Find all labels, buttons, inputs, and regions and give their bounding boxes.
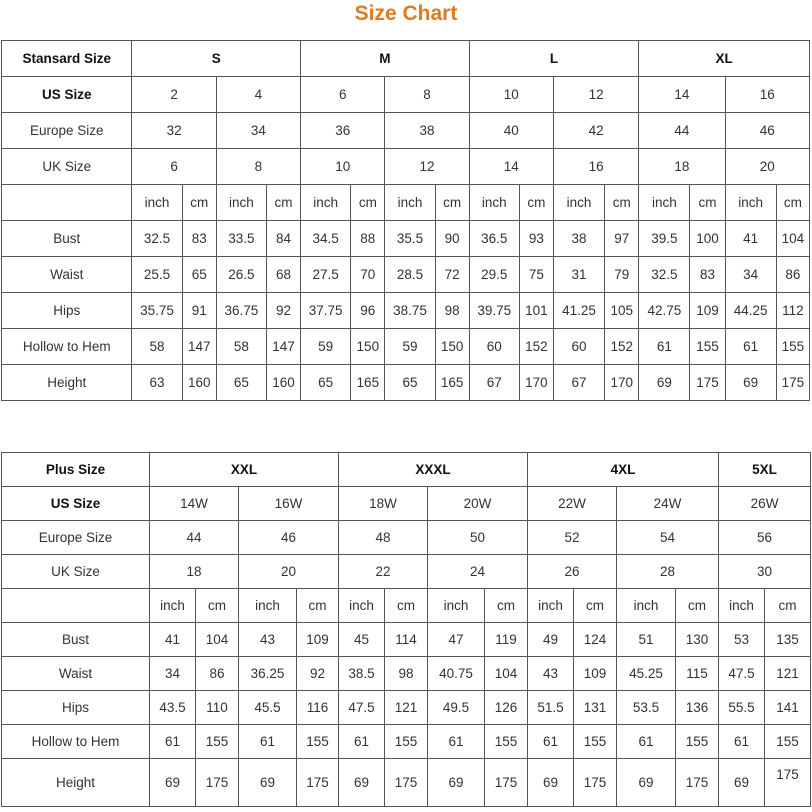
cm-value: 147 [266, 329, 300, 365]
row-label: UK Size [2, 555, 150, 589]
size-cell: 32 [132, 113, 216, 149]
cm-value: 68 [266, 257, 300, 293]
europe-size-row [2, 521, 811, 555]
size-cell: 42 [553, 113, 638, 149]
unit-inch: inch [385, 185, 435, 221]
row-label [2, 589, 150, 623]
cm-value: 90 [435, 221, 469, 257]
unit-inch: inch [150, 589, 196, 623]
inch-value: 47.5 [719, 657, 765, 691]
inch-value: 49.5 [428, 691, 485, 725]
cm-value: 131 [574, 691, 617, 725]
cm-value: 152 [605, 329, 639, 365]
row-label: Europe Size [2, 521, 150, 555]
inch-value: 38.5 [339, 657, 385, 691]
unit-inch: inch [639, 185, 690, 221]
inch-value: 43 [239, 623, 297, 657]
inch-value: 69 [617, 759, 676, 807]
uk-size-row [2, 555, 811, 589]
size-cell: 46 [239, 521, 339, 555]
size-name: S [132, 41, 301, 77]
inch-value: 25.5 [132, 257, 182, 293]
size-cell: 36 [301, 113, 385, 149]
cm-value: 93 [519, 221, 553, 257]
size-cell: 44 [639, 113, 725, 149]
unit-row [2, 185, 810, 221]
cm-value: 150 [351, 329, 385, 365]
cm-value: 175 [196, 759, 239, 807]
unit-inch: inch [725, 185, 776, 221]
row-label [2, 185, 132, 221]
plus-size-table [1, 452, 811, 807]
cm-value: 92 [266, 293, 300, 329]
cm-value: 175 [676, 759, 719, 807]
inch-value: 42.75 [639, 293, 690, 329]
standard-size-table [1, 40, 810, 401]
row-label: US Size [2, 487, 150, 521]
row-label: Waist [2, 257, 132, 293]
row-label: Hollow to Hem [2, 329, 132, 365]
inch-value: 58 [132, 329, 182, 365]
inch-value: 47 [428, 623, 485, 657]
row-label: Stansard Size [2, 41, 132, 77]
size-cell: 40 [469, 113, 553, 149]
cm-value: 116 [297, 691, 339, 725]
inch-value: 43.5 [150, 691, 196, 725]
inch-value: 45 [339, 623, 385, 657]
unit-inch: inch [528, 589, 574, 623]
unit-cm: cm [196, 589, 239, 623]
cm-value: 96 [351, 293, 385, 329]
inch-value: 69 [719, 759, 765, 807]
cm-value: 86 [776, 257, 809, 293]
inch-value: 61 [719, 725, 765, 759]
page-title: Size Chart [354, 2, 458, 25]
size-cell: 18 [150, 555, 239, 589]
cm-value: 152 [519, 329, 553, 365]
size-cell: 8 [216, 149, 300, 185]
size-cell: 18W [339, 487, 428, 521]
cm-value: 155 [574, 725, 617, 759]
cm-value: 104 [196, 623, 239, 657]
row-label: UK Size [2, 149, 132, 185]
plus-measurements [2, 623, 811, 807]
unit-inch: inch [553, 185, 604, 221]
measurement-row [2, 725, 811, 759]
size-name: XXXL [339, 453, 528, 487]
cm-value: 165 [351, 365, 385, 401]
size-header-row [2, 453, 811, 487]
size-cell: 38 [385, 113, 469, 149]
inch-value: 67 [553, 365, 604, 401]
cm-value: 91 [182, 293, 216, 329]
unit-inch: inch [216, 185, 266, 221]
size-cell: 30 [719, 555, 811, 589]
cm-value: 121 [385, 691, 428, 725]
cm-value: 170 [605, 365, 639, 401]
cm-value: 175 [574, 759, 617, 807]
cm-value: 170 [519, 365, 553, 401]
row-label: Waist [2, 657, 150, 691]
unit-cm: cm [485, 589, 528, 623]
size-cell: 22 [339, 555, 428, 589]
unit-cm: cm [690, 185, 725, 221]
cm-value: 70 [351, 257, 385, 293]
cm-value: 83 [690, 257, 725, 293]
measurement-row [2, 293, 810, 329]
row-label: Hips [2, 691, 150, 725]
cm-value: 175 [297, 759, 339, 807]
size-cell: 20 [725, 149, 809, 185]
unit-cm: cm [297, 589, 339, 623]
inch-value: 38.75 [385, 293, 435, 329]
inch-value: 41 [150, 623, 196, 657]
size-cell: 14 [469, 149, 553, 185]
cm-value: 98 [385, 657, 428, 691]
inch-value: 36.5 [469, 221, 519, 257]
size-name: XXL [150, 453, 339, 487]
inch-value: 51 [617, 623, 676, 657]
size-cell: 28 [617, 555, 719, 589]
unit-cm: cm [435, 185, 469, 221]
measurement-row [2, 329, 810, 365]
cm-value: 88 [351, 221, 385, 257]
row-label: US Size [2, 77, 132, 113]
inch-value: 29.5 [469, 257, 519, 293]
size-cell: 24 [428, 555, 528, 589]
inch-value: 32.5 [639, 257, 690, 293]
inch-value: 67 [469, 365, 519, 401]
row-label: Hips [2, 293, 132, 329]
inch-value: 69 [428, 759, 485, 807]
size-cell: 48 [339, 521, 428, 555]
size-cell: 12 [385, 149, 469, 185]
inch-value: 34 [150, 657, 196, 691]
cm-value: 83 [182, 221, 216, 257]
inch-value: 61 [428, 725, 485, 759]
cm-value: 155 [765, 725, 811, 759]
cm-value: 150 [435, 329, 469, 365]
inch-value: 41.25 [553, 293, 604, 329]
cm-value: 175 [385, 759, 428, 807]
cm-value: 114 [385, 623, 428, 657]
inch-value: 34 [725, 257, 776, 293]
size-cell: 18 [639, 149, 725, 185]
inch-value: 61 [725, 329, 776, 365]
cm-value: 104 [776, 221, 809, 257]
size-cell: 2 [132, 77, 216, 113]
inch-value: 33.5 [216, 221, 266, 257]
cm-value: 98 [435, 293, 469, 329]
size-cell: 44 [150, 521, 239, 555]
unit-inch: inch [132, 185, 182, 221]
cm-value: 130 [676, 623, 719, 657]
inch-value: 63 [132, 365, 182, 401]
inch-value: 39.5 [639, 221, 690, 257]
unit-cm: cm [182, 185, 216, 221]
inch-value: 32.5 [132, 221, 182, 257]
size-cell: 34 [216, 113, 300, 149]
europe-size-row [2, 113, 810, 149]
cm-value: 175 [765, 759, 811, 807]
size-cell: 26W [719, 487, 811, 521]
unit-inch: inch [617, 589, 676, 623]
inch-value: 69 [639, 365, 690, 401]
size-cell: 24W [617, 487, 719, 521]
row-label: Hollow to Hem [2, 725, 150, 759]
inch-value: 61 [339, 725, 385, 759]
cm-value: 147 [182, 329, 216, 365]
measurement-row [2, 657, 811, 691]
cm-value: 121 [765, 657, 811, 691]
inch-value: 40.75 [428, 657, 485, 691]
us-size-row [2, 487, 811, 521]
inch-value: 35.5 [385, 221, 435, 257]
cm-value: 115 [676, 657, 719, 691]
unit-inch: inch [239, 589, 297, 623]
size-cell: 52 [528, 521, 617, 555]
inch-value: 45.5 [239, 691, 297, 725]
unit-cm: cm [676, 589, 719, 623]
cm-value: 175 [485, 759, 528, 807]
cm-value: 110 [196, 691, 239, 725]
unit-inch: inch [719, 589, 765, 623]
size-cell: 20 [239, 555, 339, 589]
inch-value: 53 [719, 623, 765, 657]
measurement-row [2, 623, 811, 657]
us-size-row [2, 77, 810, 113]
cm-value: 109 [574, 657, 617, 691]
size-cell: 16 [725, 77, 809, 113]
row-label: Height [2, 365, 132, 401]
size-cell: 22W [528, 487, 617, 521]
size-cell: 14 [639, 77, 725, 113]
inch-value: 53.5 [617, 691, 676, 725]
inch-value: 38 [553, 221, 604, 257]
inch-value: 45.25 [617, 657, 676, 691]
cm-value: 155 [690, 329, 725, 365]
inch-value: 34.5 [301, 221, 351, 257]
cm-value: 136 [676, 691, 719, 725]
cm-value: 79 [605, 257, 639, 293]
cm-value: 104 [485, 657, 528, 691]
cm-value: 100 [690, 221, 725, 257]
inch-value: 69 [725, 365, 776, 401]
inch-value: 36.25 [239, 657, 297, 691]
unit-cm: cm [266, 185, 300, 221]
cm-value: 112 [776, 293, 809, 329]
size-name: 4XL [528, 453, 719, 487]
inch-value: 69 [528, 759, 574, 807]
row-label: Europe Size [2, 113, 132, 149]
measurement-row [2, 257, 810, 293]
cm-value: 175 [690, 365, 725, 401]
row-label: Height [2, 759, 150, 807]
cm-value: 155 [676, 725, 719, 759]
cm-value: 97 [605, 221, 639, 257]
unit-cm: cm [574, 589, 617, 623]
cm-value: 92 [297, 657, 339, 691]
cm-value: 155 [776, 329, 809, 365]
unit-inch: inch [469, 185, 519, 221]
size-cell: 50 [428, 521, 528, 555]
inch-value: 51.5 [528, 691, 574, 725]
size-name: M [301, 41, 470, 77]
unit-cm: cm [776, 185, 809, 221]
cm-value: 141 [765, 691, 811, 725]
size-cell: 46 [725, 113, 809, 149]
cm-value: 109 [690, 293, 725, 329]
cm-value: 84 [266, 221, 300, 257]
inch-value: 28.5 [385, 257, 435, 293]
cm-value: 119 [485, 623, 528, 657]
inch-value: 69 [239, 759, 297, 807]
inch-value: 27.5 [301, 257, 351, 293]
cm-value: 75 [519, 257, 553, 293]
cm-value: 135 [765, 623, 811, 657]
inch-value: 61 [617, 725, 676, 759]
inch-value: 65 [216, 365, 266, 401]
unit-cm: cm [385, 589, 428, 623]
cm-value: 105 [605, 293, 639, 329]
cm-value: 160 [266, 365, 300, 401]
inch-value: 69 [150, 759, 196, 807]
inch-value: 61 [528, 725, 574, 759]
size-cell: 12 [553, 77, 638, 113]
size-cell: 20W [428, 487, 528, 521]
uk-size-row [2, 149, 810, 185]
size-cell: 6 [132, 149, 216, 185]
measurement-row [2, 759, 811, 807]
inch-value: 60 [553, 329, 604, 365]
size-header-row [2, 41, 810, 77]
row-label: Plus Size [2, 453, 150, 487]
size-name: 5XL [719, 453, 811, 487]
unit-inch: inch [428, 589, 485, 623]
inch-value: 49 [528, 623, 574, 657]
cm-value: 86 [196, 657, 239, 691]
unit-cm: cm [765, 589, 811, 623]
inch-value: 37.75 [301, 293, 351, 329]
size-cell: 54 [617, 521, 719, 555]
inch-value: 44.25 [725, 293, 776, 329]
inch-value: 26.5 [216, 257, 266, 293]
standard-measurements [2, 221, 810, 401]
cm-value: 155 [385, 725, 428, 759]
inch-value: 59 [301, 329, 351, 365]
cm-value: 155 [297, 725, 339, 759]
unit-row [2, 589, 811, 623]
inch-value: 36.75 [216, 293, 266, 329]
inch-value: 47.5 [339, 691, 385, 725]
inch-value: 60 [469, 329, 519, 365]
inch-value: 55.5 [719, 691, 765, 725]
cm-value: 126 [485, 691, 528, 725]
cm-value: 101 [519, 293, 553, 329]
size-cell: 6 [301, 77, 385, 113]
cm-value: 175 [776, 365, 809, 401]
cm-value: 109 [297, 623, 339, 657]
size-cell: 14W [150, 487, 239, 521]
unit-cm: cm [605, 185, 639, 221]
size-name: XL [639, 41, 810, 77]
inch-value: 58 [216, 329, 266, 365]
row-label: Bust [2, 221, 132, 257]
inch-value: 65 [301, 365, 351, 401]
measurement-row [2, 691, 811, 725]
size-cell: 10 [469, 77, 553, 113]
unit-cm: cm [351, 185, 385, 221]
inch-value: 59 [385, 329, 435, 365]
unit-cm: cm [519, 185, 553, 221]
measurement-row [2, 365, 810, 401]
size-name: L [469, 41, 639, 77]
cm-value: 155 [196, 725, 239, 759]
cm-value: 72 [435, 257, 469, 293]
inch-value: 69 [339, 759, 385, 807]
unit-inch: inch [301, 185, 351, 221]
inch-value: 43 [528, 657, 574, 691]
inch-value: 61 [639, 329, 690, 365]
inch-value: 41 [725, 221, 776, 257]
cm-value: 124 [574, 623, 617, 657]
inch-value: 31 [553, 257, 604, 293]
size-cell: 56 [719, 521, 811, 555]
cm-value: 65 [182, 257, 216, 293]
inch-value: 65 [385, 365, 435, 401]
row-label: Bust [2, 623, 150, 657]
size-cell: 16W [239, 487, 339, 521]
cm-value: 160 [182, 365, 216, 401]
inch-value: 61 [239, 725, 297, 759]
inch-value: 61 [150, 725, 196, 759]
size-cell: 16 [553, 149, 638, 185]
inch-value: 39.75 [469, 293, 519, 329]
cm-value: 155 [485, 725, 528, 759]
measurement-row [2, 221, 810, 257]
size-cell: 4 [216, 77, 300, 113]
size-cell: 10 [301, 149, 385, 185]
inch-value: 35.75 [132, 293, 182, 329]
unit-inch: inch [339, 589, 385, 623]
size-cell: 8 [385, 77, 469, 113]
cm-value: 165 [435, 365, 469, 401]
size-cell: 26 [528, 555, 617, 589]
